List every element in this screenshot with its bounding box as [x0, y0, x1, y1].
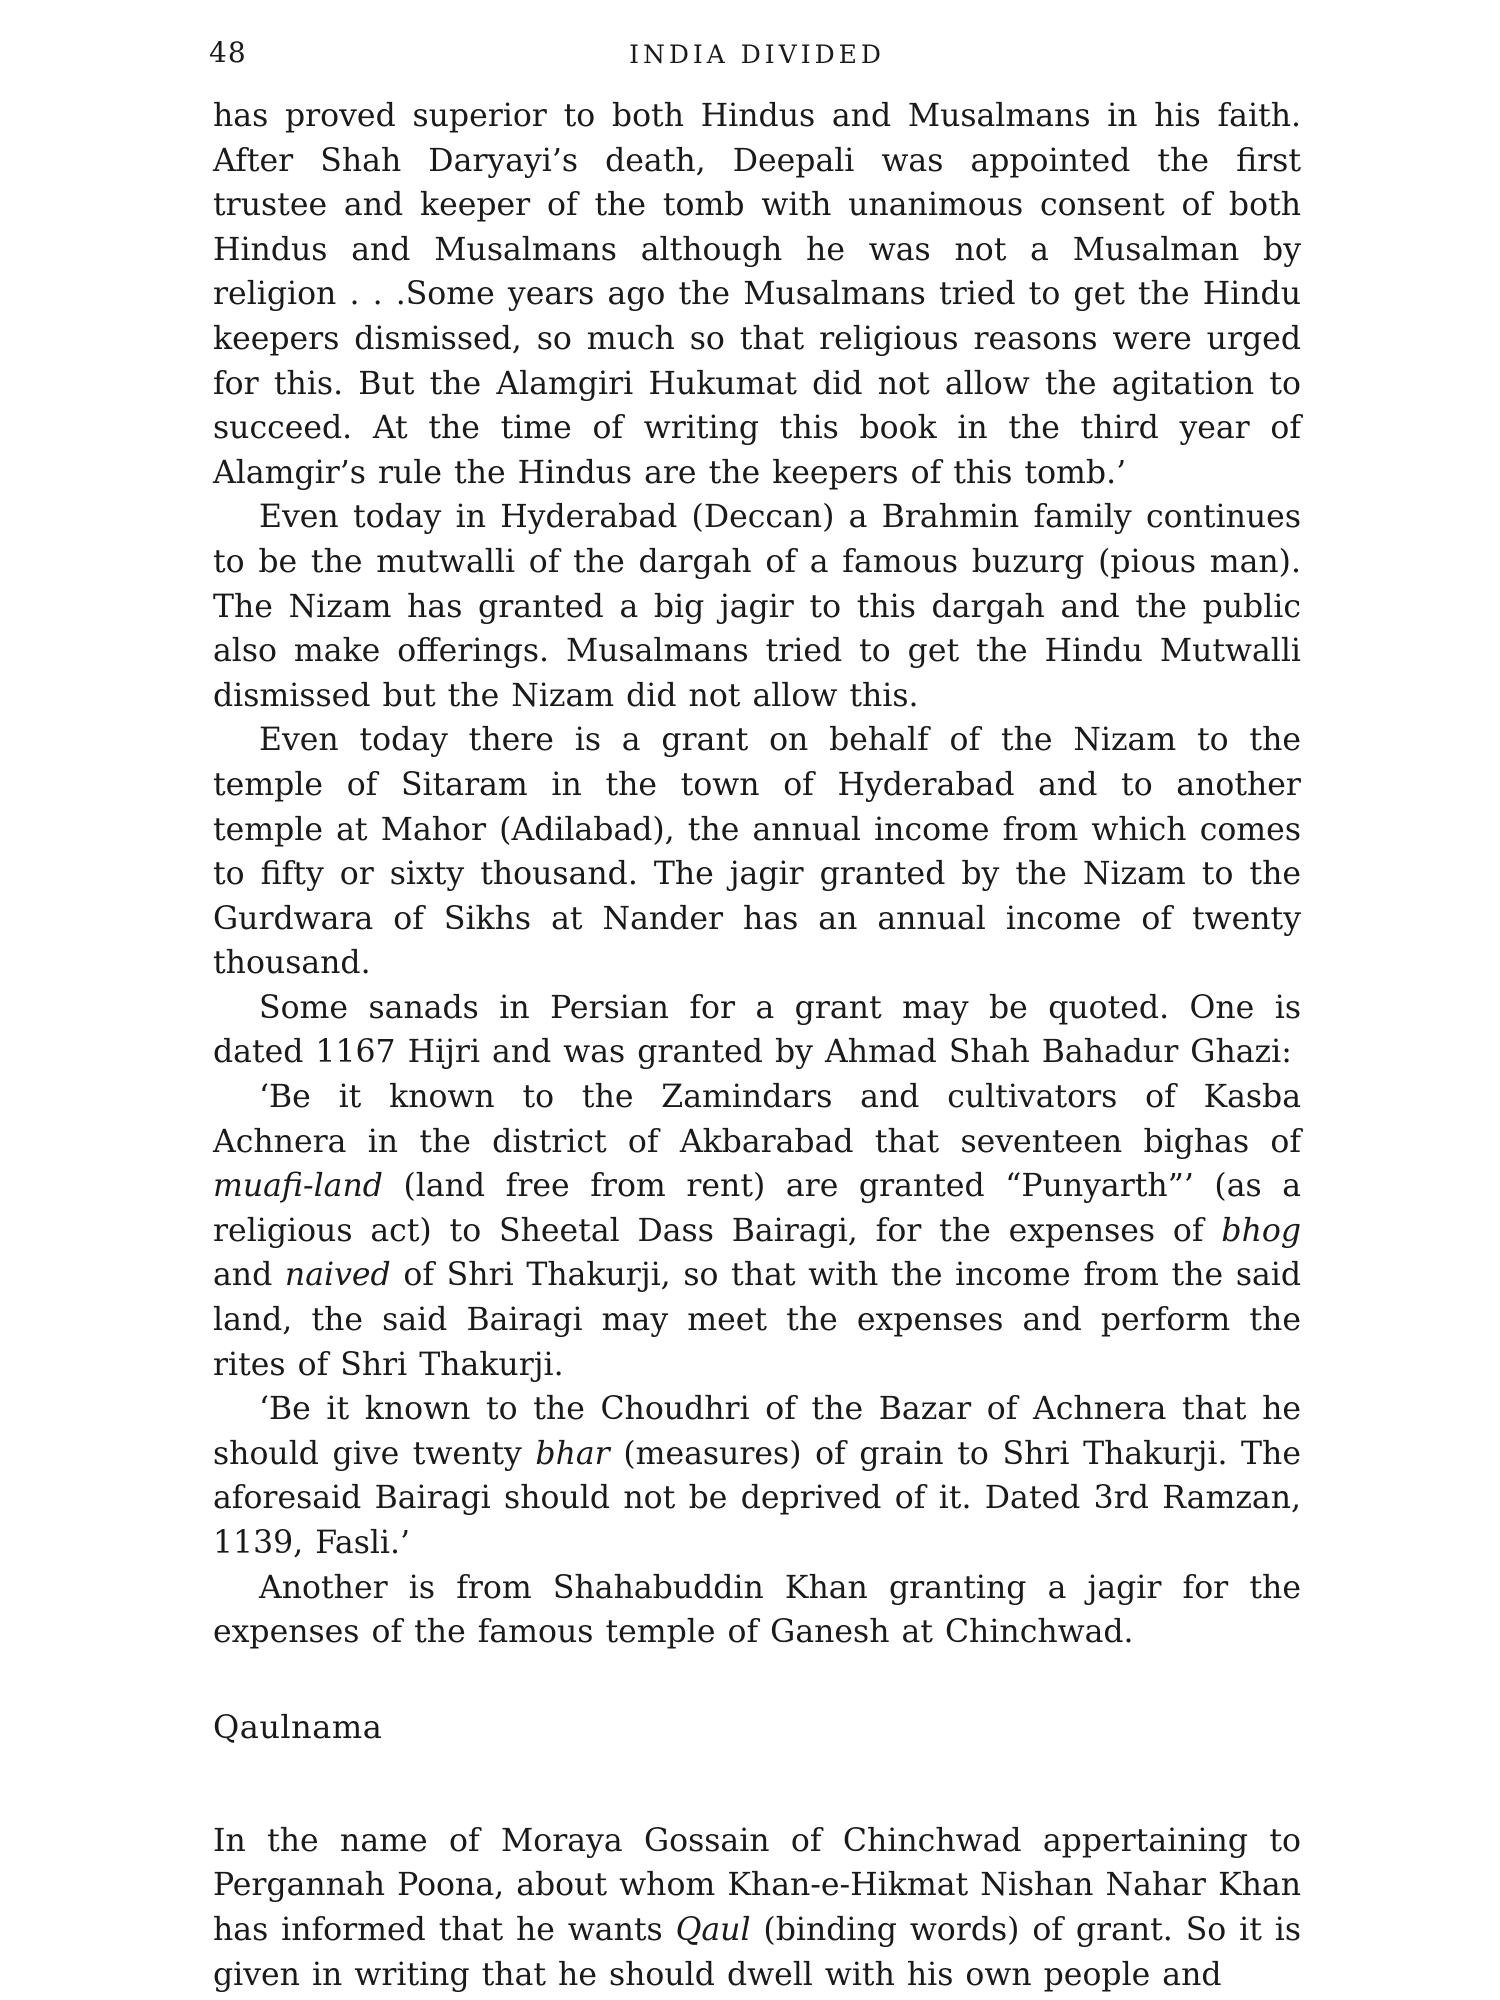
body-text: [213, 94, 1301, 1655]
italic-term: muafi-land: [213, 1168, 383, 1205]
section-heading: Qaulnama: [213, 1707, 383, 1746]
running-title: INDIA DIVIDED: [629, 40, 885, 69]
text-run: (measures) of grain to Shri Thakurji. The aforesaid Bairagi should not be deprived of it. Dated 3rd Ramzan, 1139, Fasli.’: [213, 1435, 1301, 1561]
text-run: (land free from rent) are granted “Punyarth”’ (as a religious act) to Sheetal Dass Bairagi, for the expenses of: [213, 1168, 1301, 1249]
text-run: (binding words) of grant. So it is given in writing that he should dwell with his own people and: [213, 1911, 1301, 1993]
text-run: Some sanads in Persian for a grant may be quoted. One is dated 1167 Hijri and was granted by Ahmad Shah Bahadur Ghazi:: [213, 989, 1301, 1071]
paragraph: [213, 1075, 1301, 1387]
text-run: Even today there is a grant on behalf of the Nizam to the temple of Sitaram in the town of Hyderabad and to another temple at Mahor (Adilabad), the annual income from which comes to fifty or sixty thousand. The jagir granted by the Nizam to the Gurdwara of Sikhs at Nander has an annual income of twenty thousand.: [213, 722, 1301, 982]
page-number: 48: [209, 36, 247, 69]
paragraph: [213, 718, 1301, 986]
text-run: has proved superior to both Hindus and Musalmans in his faith. After Shah Daryayi’s death, Deepali was appointed the first trustee and keeper of the tomb with unanimous consent of both Hindus and Musalmans although he was not a Musalman by religion . . .Some years ago the Musalmans tried to get the Hindu keepers dismissed, so much so that religious reasons were urged for this. But the Alamgiri Hukumat did not allow the agitation to succeed. At the time of writing this book in the third year of Alamgir’s rule the Hindus are the keepers of this tomb.’: [213, 98, 1301, 491]
text-run: In the name of Moraya Gossain of Chinchwad appertaining to Pergannah Poona, about whom Khan-e-Hikmat Nishan Nahar Khan has informed that he wants: [213, 1822, 1301, 1948]
paragraph: [213, 495, 1301, 718]
italic-term: bhar: [535, 1435, 610, 1472]
italic-term: Qaul: [675, 1911, 751, 1948]
paragraph: [213, 986, 1301, 1075]
paragraph: [213, 1819, 1301, 1997]
text-run: ‘Be it known to the Choudhri of the Bazar of Achnera that he should give twenty: [213, 1391, 1301, 1472]
qaulnama-text: [213, 1819, 1301, 1997]
italic-term: bhog: [1221, 1212, 1301, 1249]
text-run: Another is from Shahabuddin Khan granting a jagir for the expenses of the famous temple of Ganesh at Chinchwad.: [213, 1569, 1301, 1651]
paragraph: [213, 94, 1301, 495]
book-page: [209, 36, 1302, 1997]
page-header: [209, 36, 1301, 80]
text-run: ‘Be it known to the Zamindars and cultivators of Kasba Achnera in the district of Akbarabad that seventeen bighas of: [213, 1079, 1301, 1160]
text-run: and: [213, 1257, 285, 1294]
paragraph: [213, 1387, 1301, 1565]
text-run: of Shri Thakurji, so that with the income from the said land, the said Bairagi may meet the expenses and perform the rites of Shri Thakurji.: [213, 1257, 1302, 1383]
italic-term: naived: [284, 1257, 391, 1294]
paragraph: [213, 1566, 1301, 1655]
text-run: Even today in Hyderabad (Deccan) a Brahmin family continues to be the mutwalli of the dargah of a famous buzurg (pious man). The Nizam has granted a big jagir to this dargah and the public also make offerings. Musalmans tried to get the Hindu Mutwalli dismissed but the Nizam did not allow this.: [213, 499, 1301, 714]
